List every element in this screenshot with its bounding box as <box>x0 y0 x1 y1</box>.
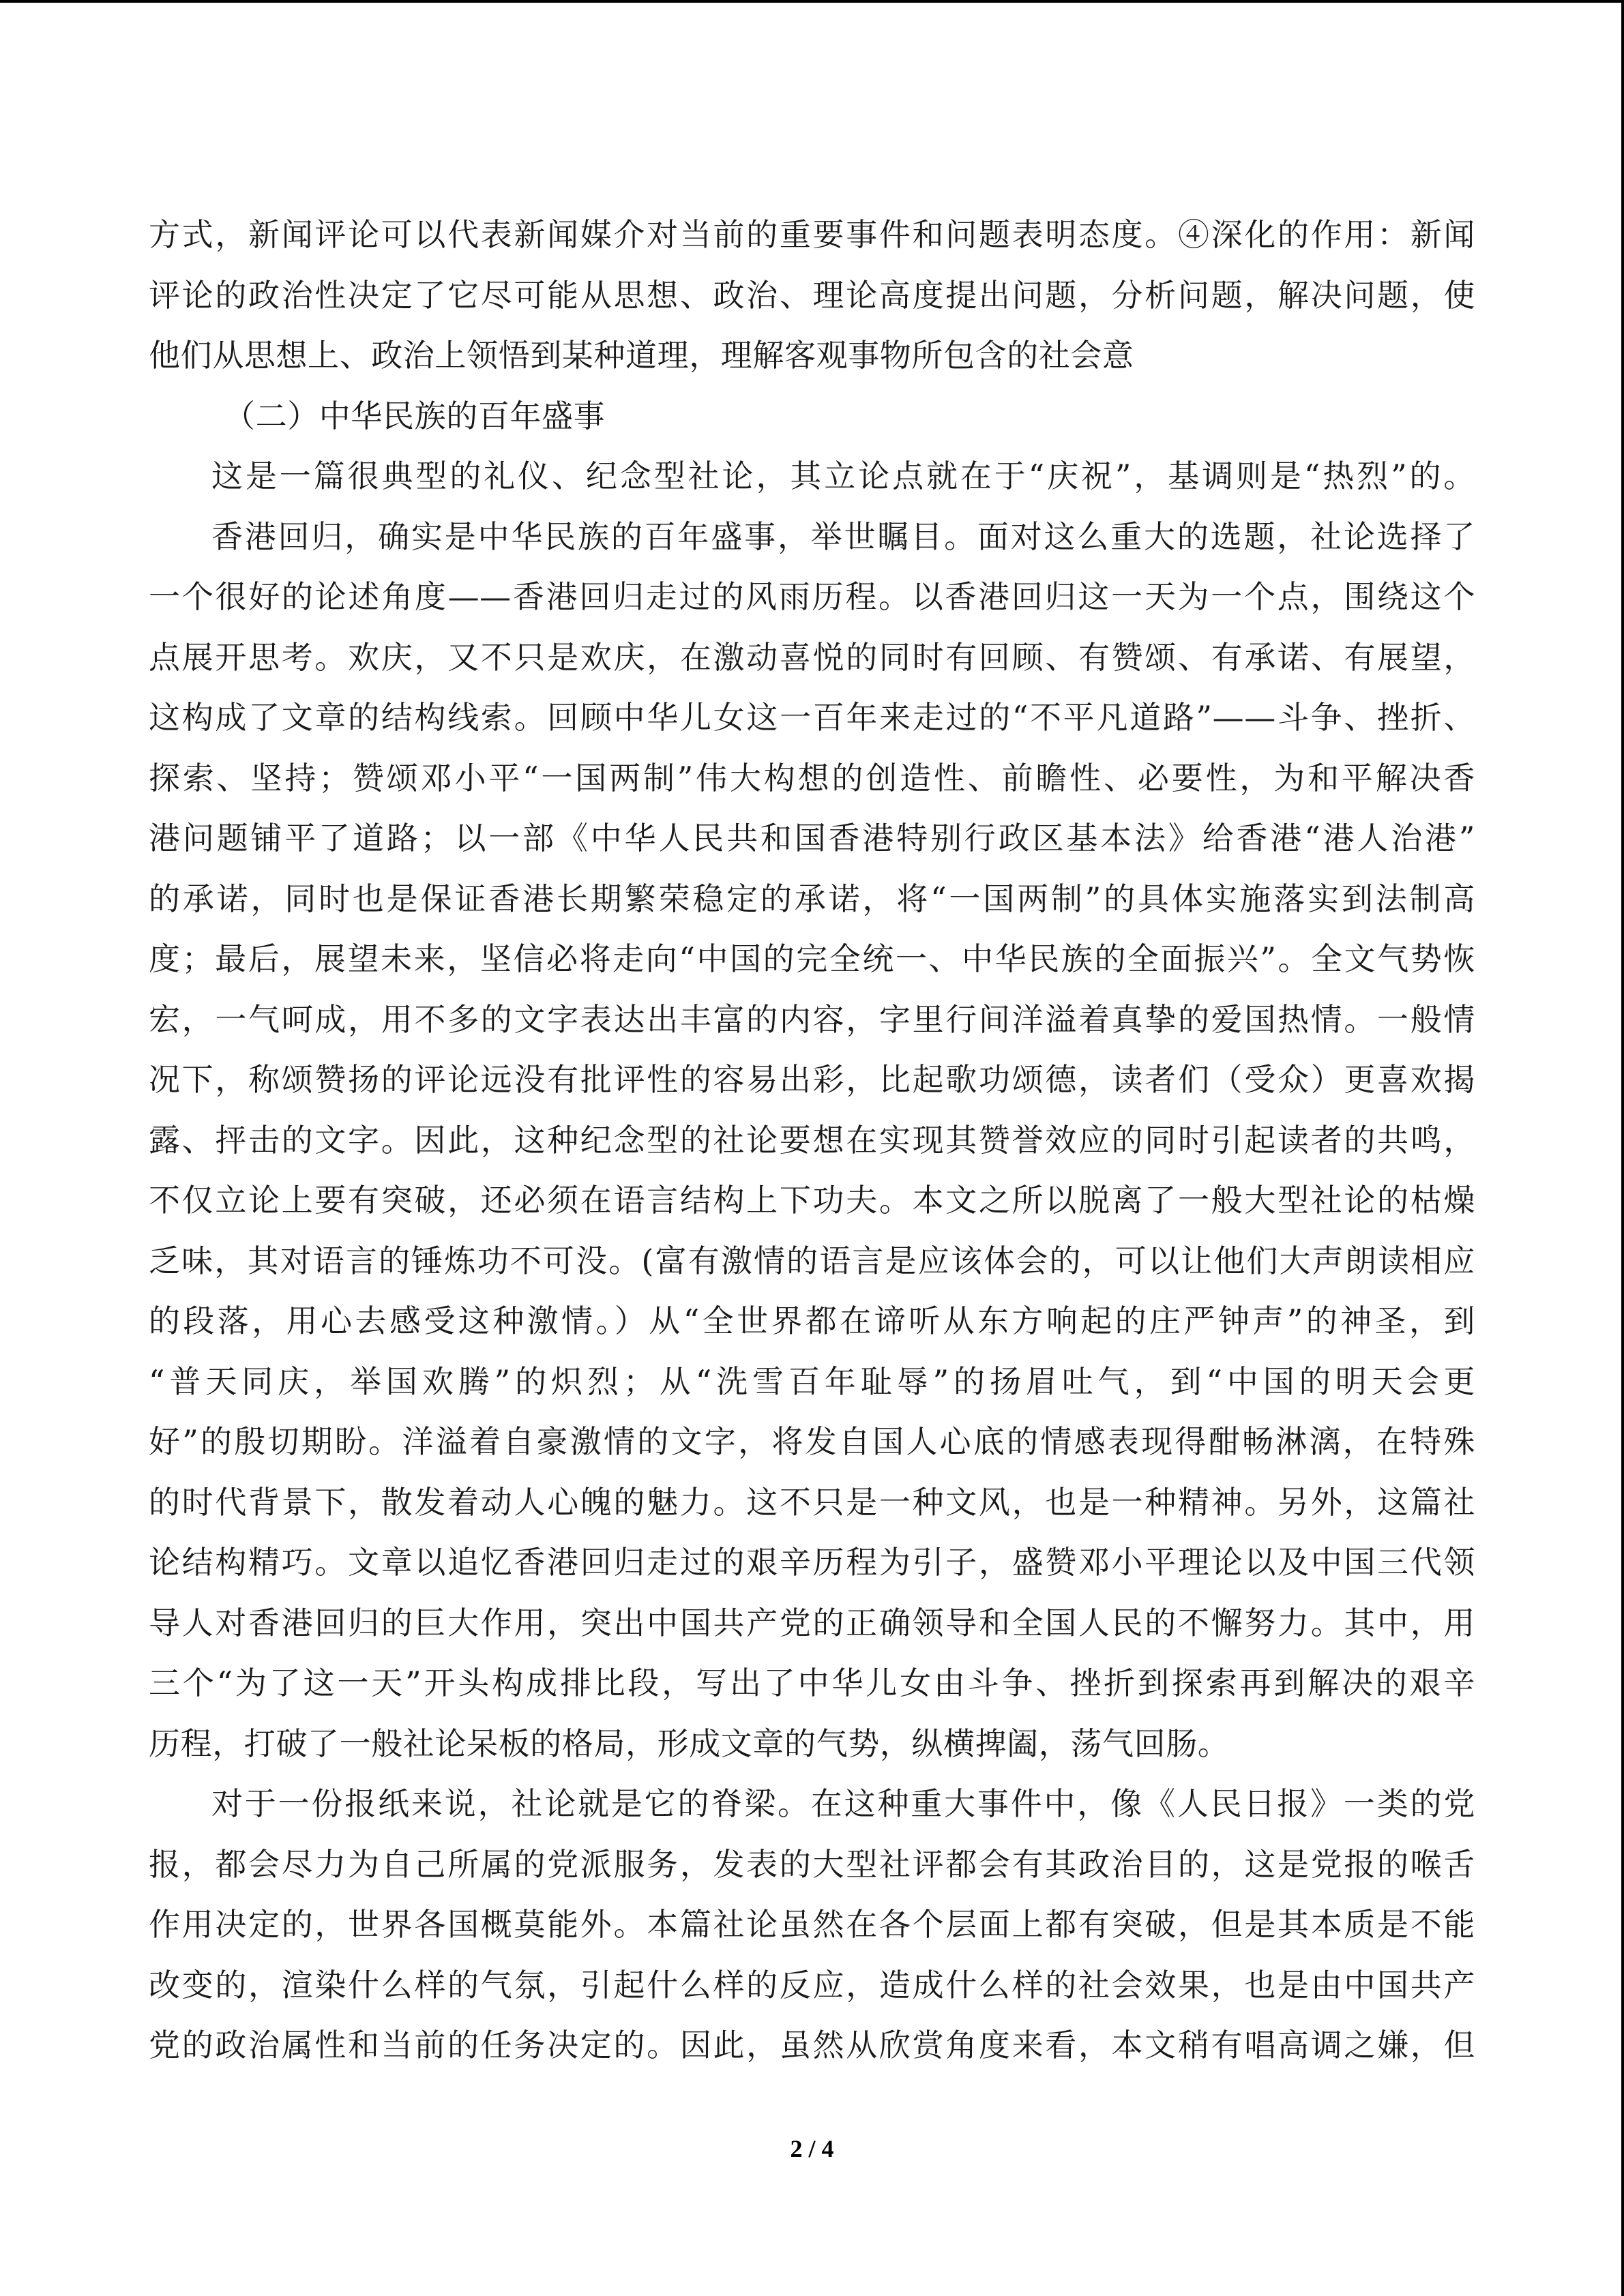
text-line: 宏，一气呵成，用不多的文字表达出丰富的内容，字里行间洋溢着真挚的爱国热情。一般情 <box>149 1000 1475 1038</box>
text-line: 方式，新闻评论可以代表新闻媒介对当前的重要事件和问题表明态度。④深化的作用：新闻 <box>149 216 1475 253</box>
text-line: 的承诺，同时也是保证香港长期繁荣稳定的承诺，将“一国两制”的具体实施落实到法制高 <box>149 880 1475 917</box>
text-line: 党的政治属性和当前的任务决定的。因此，虽然从欣赏角度来看，本文稍有唱高调之嫌，但 <box>149 2027 1475 2063</box>
text-line: 好”的殷切期盼。洋溢着自豪激情的文字，将发自国人心底的情感表现得酣畅淋漓，在特殊 <box>149 1423 1475 1460</box>
document-body <box>149 205 1475 2076</box>
text-line: 的时代背景下，散发着动人心魄的魅力。这不只是一种文风，也是一种精神。另外，这篇社 <box>149 1483 1475 1521</box>
section-heading: （二）中华民族的百年盛事 <box>224 397 606 434</box>
text-line: 不仅立论上要有突破，还必须在语言结构上下功夫。本文之所以脱离了一般大型社论的枯燥 <box>149 1182 1475 1219</box>
text-line: 这构成了文章的结构线索。回顾中华儿女这一百年来走过的“不平凡道路”——斗争、挫折、 <box>149 699 1475 736</box>
text-line: 对于一份报纸来说，社论就是它的脊梁。在这种重大事件中，像《人民日报》一类的党 <box>211 1785 1475 1822</box>
text-line: 评论的政治性决定了它尽可能从思想、政治、理论高度提出问题，分析问题，解决问题，使 <box>149 276 1475 314</box>
text-line: 他们从思想上、政治上领悟到某种道理，理解客观事物所包含的社会意 <box>149 337 1134 374</box>
text-line: 乏味，其对语言的锤炼功不可没。(富有激情的语言是应该体会的，可以让他们大声朗读相应 <box>149 1242 1475 1279</box>
text-line: 点展开思考。欢庆，又不只是欢庆，在激动喜悦的同时有回顾、有赞颂、有承诺、有展望， <box>149 638 1475 676</box>
text-line: 论结构精巧。文章以追忆香港回归走过的艰辛历程为引子，盛赞邓小平理论以及中国三代领 <box>149 1544 1475 1581</box>
text-line: 一个很好的论述角度——香港回归走过的风雨历程。以香港回归这一天为一个点，围绕这个 <box>149 578 1475 615</box>
page-border-top <box>0 0 1624 3</box>
page-border-right <box>1621 0 1624 2296</box>
text-line: 露、抨击的文字。因此，这种纪念型的社论要想在实现其赞誉效应的同时引起读者的共鸣， <box>149 1121 1475 1159</box>
text-line: 导人对香港回归的巨大作用，突出中国共产党的正确领导和全国人民的不懈努力。其中，用 <box>149 1604 1475 1641</box>
text-line: 探索、坚持；赞颂邓小平“一国两制”伟大构想的创造性、前瞻性、必要性，为和平解决香 <box>149 759 1475 796</box>
text-line: 的段落，用心去感受这种激情。）从“全世界都在谛听从东方响起的庄严钟声”的神圣，到 <box>149 1302 1475 1339</box>
text-line: 三个“为了这一天”开头构成排比段，写出了中华儿女由斗争、挫折到探索再到解决的艰辛 <box>149 1665 1475 1701</box>
text-line: 作用决定的，世界各国概莫能外。本篇社论虽然在各个层面上都有突破，但是其本质是不能 <box>149 1906 1475 1943</box>
text-line: 度；最后，展望未来，坚信必将走向“中国的完全统一、中华民族的全面振兴”。全文气势恢 <box>149 940 1475 977</box>
text-line: 港问题铺平了道路；以一部《中华人民共和国香港特别行政区基本法》给香港“港人治港” <box>149 820 1475 856</box>
text-line: 况下，称颂赞扬的评论远没有批评性的容易出彩，比起歌功颂德，读者们（受众）更喜欢揭 <box>149 1061 1475 1098</box>
text-line: 报，都会尽力为自己所属的党派服务，发表的大型社评都会有其政治目的，这是党报的喉舌 <box>149 1845 1475 1883</box>
text-line: 历程，打破了一般社论呆板的格局，形成文章的气势，纵横捭阖，荡气回肠。 <box>149 1725 1230 1762</box>
text-line: 改变的，渲染什么样的气氛，引起什么样的反应，造成什么样的社会效果，也是由中国共产 <box>149 1966 1475 2003</box>
page-number: 2 / 4 <box>790 2135 834 2162</box>
text-line: 香港回归，确实是中华民族的百年盛事，举世瞩目。面对这么重大的选题，社论选择了 <box>211 518 1475 555</box>
text-line: 这是一篇很典型的礼仪、纪念型社论，其立论点就在于“庆祝”，基调则是“热烈”的。 <box>211 458 1475 494</box>
text-line: “普天同庆，举国欢腾”的炽烈；从“洗雪百年耻辱”的扬眉吐气，到“中国的明天会更 <box>149 1362 1475 1400</box>
